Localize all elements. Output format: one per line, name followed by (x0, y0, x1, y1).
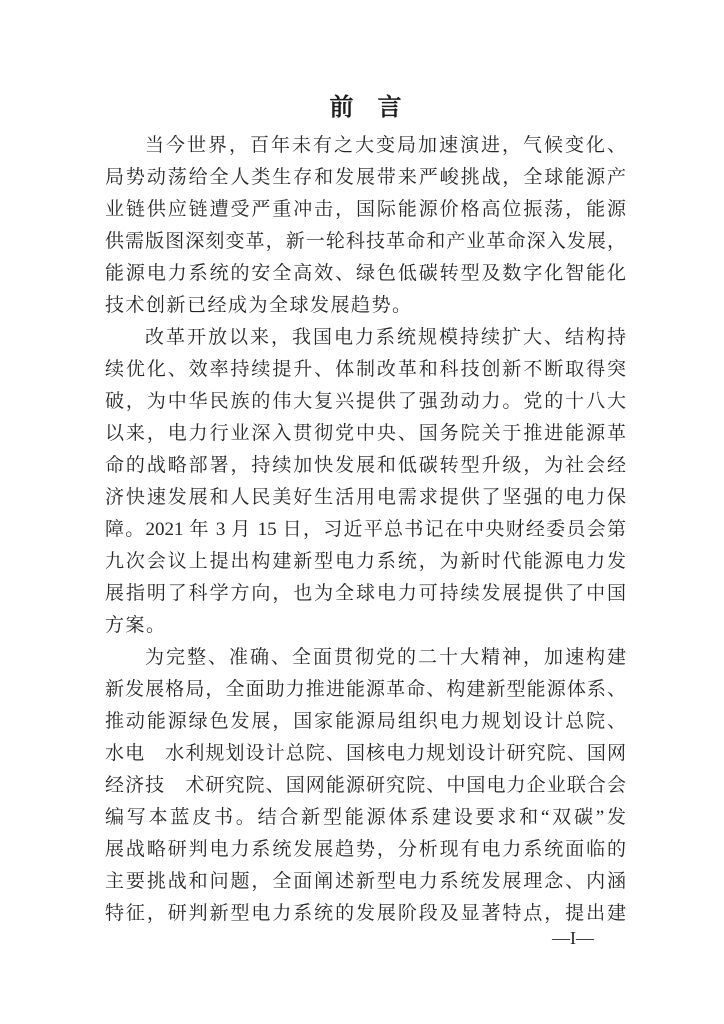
paragraph-3-line-4: 水电 水利规划设计总院、国核电力规划设计研究院、国网 (105, 743, 626, 764)
paragraph-1-line-6: 技术创新已经成为全球发展趋势。 (105, 295, 413, 316)
paragraph-2-line-2: 续优化、效率持续提升、体制改革和科技创新不断取得突 (105, 359, 626, 380)
paragraph-1-line-3: 业链供应链遭受严重冲击，国际能源价格高位振荡，能源 (105, 199, 626, 220)
paragraph-1-line-4: 供需版图深刻变革，新一轮科技革命和产业革命深入发展， (105, 231, 626, 252)
paragraph-2-line-3: 破，为中华民族的伟大复兴提供了强劲动力。党的十八大 (105, 391, 626, 412)
paragraph-2-line-8: 九次会议上提出构建新型电力系统，为新时代能源电力发 (105, 551, 626, 572)
document-title: 前 言 (329, 95, 402, 121)
paragraph-1-line-1: 当今世界，百年未有之大变局加速演进，气候变化、 (145, 135, 626, 156)
paragraph-3-line-9: 特征，研判新型电力系统的发展阶段及显著特点，提出建 (105, 903, 626, 924)
paragraph-2-line-1: 改革开放以来，我国电力系统规模持续扩大、结构持 (145, 327, 626, 348)
paragraph-2-line-9: 展指明了科学方向，也为全球电力可持续发展提供了中国 (105, 583, 626, 604)
paragraph-2-line-5: 命的战略部署，持续加快发展和低碳转型升级，为社会经 (105, 455, 626, 476)
paragraph-2-line-7: 障。2021 年 3 月 15 日，习近平总书记在中央财经委员会第 (105, 519, 626, 540)
paragraph-2-line-10: 方案。 (105, 615, 167, 636)
paragraph-3-line-6: 编写本蓝皮书。结合新型能源体系建设要求和“双碳”发 (105, 807, 626, 828)
paragraph-1-line-5: 能源电力系统的安全高效、绿色低碳转型及数字化智能化 (105, 263, 626, 284)
preface-content (105, 95, 626, 930)
paragraph-3-line-3: 推动能源绿色发展，国家能源局组织电力规划设计总院、 (105, 711, 626, 732)
paragraph-3-line-8: 主要挑战和问题，全面阐述新型电力系统发展理念、内涵 (105, 871, 626, 892)
paragraph-3-line-5: 经济技 术研究院、国网能源研究院、中国电力企业联合会 (105, 775, 626, 796)
paragraph-1-line-2: 局势动荡给全人类生存和发展带来严峻挑战，全球能源产 (105, 167, 626, 188)
paragraph-3-line-1: 为完整、准确、全面贯彻党的二十大精神，加速构建 (145, 647, 626, 668)
paragraph-2-line-6: 济快速发展和人民美好生活用电需求提供了坚强的电力保 (105, 487, 626, 508)
paragraph-3-line-7: 展战略研判电力系统发展趋势，分析现有电力系统面临的 (105, 839, 626, 860)
paragraph-2-line-4: 以来，电力行业深入贯彻党中央、国务院关于推进能源革 (105, 423, 626, 444)
page-number: —I— (552, 928, 594, 948)
paragraph-3-line-2: 新发展格局，全面助力推进能源革命、构建新型能源体系、 (105, 679, 626, 700)
